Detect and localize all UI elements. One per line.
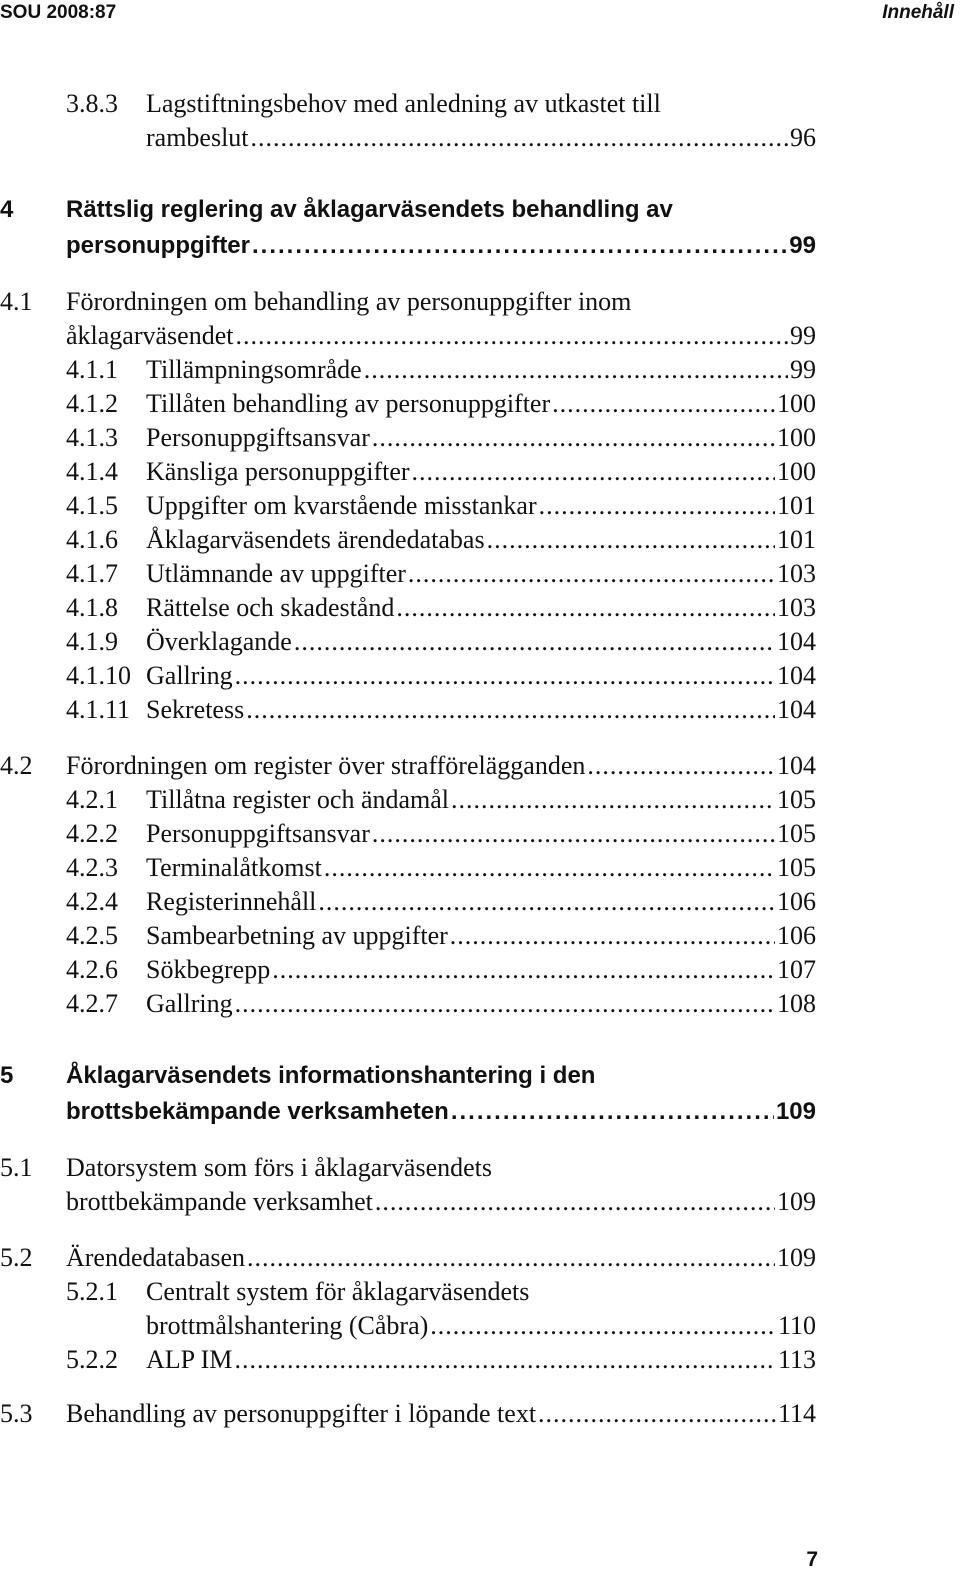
toc-number: 5.3 xyxy=(0,1399,33,1428)
running-header-left: SOU 2008:87 xyxy=(0,2,117,23)
toc-line xyxy=(146,952,816,988)
toc-entry-4-2-6[interactable] xyxy=(0,952,960,988)
toc-number: 4.1.1 xyxy=(66,355,118,384)
toc-line xyxy=(146,454,816,490)
toc-title-line2: personuppgifter xyxy=(66,232,250,259)
toc-title-line1: Förordningen om behandling av personuppgifter inom xyxy=(66,287,632,316)
toc-number: 4.2.7 xyxy=(66,989,118,1018)
toc-title-line1: Rättslig reglering av åklagarväsendets behandling av xyxy=(66,196,673,223)
dot-leader xyxy=(235,318,788,354)
toc-title: Gallring xyxy=(146,661,233,690)
toc-title: Personuppgiftsansvar xyxy=(146,819,370,848)
toc-title: Förordningen om register över strafförelägganden xyxy=(66,751,586,780)
dot-leader xyxy=(235,986,775,1022)
toc-page: 109 xyxy=(775,1098,816,1125)
toc-line xyxy=(146,884,816,920)
toc-entry-4-1-8[interactable] xyxy=(0,590,960,626)
toc-line xyxy=(146,590,816,626)
toc-title-line1: Datorsystem som förs i åklagarväsendets xyxy=(66,1153,493,1182)
toc-number: 4.2.1 xyxy=(66,785,118,814)
toc-page: 106 xyxy=(777,921,816,950)
toc-page: 104 xyxy=(777,627,816,656)
toc-line xyxy=(146,850,816,886)
toc-number: 4.2.6 xyxy=(66,955,118,984)
toc-page: 101 xyxy=(777,525,816,554)
toc-line xyxy=(66,1240,816,1276)
toc-number: 4.1 xyxy=(0,287,33,316)
toc-page: 104 xyxy=(777,751,816,780)
toc-line xyxy=(146,692,816,728)
toc-chapter-5-cont[interactable] xyxy=(0,1094,960,1130)
toc-line xyxy=(146,918,816,954)
toc-title: Personuppgiftsansvar xyxy=(146,423,370,452)
toc-entry-4-1-1[interactable] xyxy=(0,352,960,388)
dot-leader xyxy=(372,420,775,456)
toc-entry-5-2-2[interactable] xyxy=(0,1342,960,1378)
toc-entry-4-2-1[interactable] xyxy=(0,782,960,818)
toc-entry-4-1-2[interactable] xyxy=(0,386,960,422)
toc-number: 4.2.4 xyxy=(66,887,118,916)
toc-chapter-5[interactable] xyxy=(0,1058,960,1094)
toc-page: 113 xyxy=(777,1345,816,1374)
dot-leader xyxy=(235,658,775,694)
toc-section-5-3[interactable] xyxy=(0,1396,960,1432)
toc-entry-4-1-10[interactable] xyxy=(0,658,960,694)
toc-line xyxy=(146,816,816,852)
toc-page: 104 xyxy=(777,695,816,724)
toc-title: Behandling av personuppgifter i löpande text xyxy=(66,1399,537,1428)
dot-leader xyxy=(246,692,775,728)
toc-title-line2: brottbekämpande verksamhet xyxy=(66,1187,373,1216)
toc-title-line2: brottsbekämpande verksamheten xyxy=(66,1098,449,1125)
toc-line xyxy=(146,986,816,1022)
dot-leader xyxy=(451,1094,774,1130)
toc-title-line2: brottmålshantering (Cåbra) xyxy=(146,1311,429,1340)
toc-title: Överklagande xyxy=(146,627,292,656)
toc-entry-4-2-5[interactable] xyxy=(0,918,960,954)
toc-number: 5.2 xyxy=(0,1243,33,1272)
toc-number: 4 xyxy=(0,196,14,223)
toc-line xyxy=(146,120,816,156)
toc-page: 106 xyxy=(777,887,816,916)
toc-line xyxy=(146,658,816,694)
toc-title: Gallring xyxy=(146,989,233,1018)
toc-number: 4.1.7 xyxy=(66,559,118,588)
dot-leader xyxy=(450,918,775,954)
toc-title: Rättelse och skadestånd xyxy=(146,593,395,622)
toc-line xyxy=(146,624,816,660)
toc-section-4-1-cont[interactable] xyxy=(0,318,960,354)
toc-page: 99 xyxy=(790,321,816,350)
toc-title: Registerinnehåll xyxy=(146,887,317,916)
toc-page: 96 xyxy=(790,123,816,152)
dot-leader xyxy=(247,1240,775,1276)
toc-number: 4.2.2 xyxy=(66,819,118,848)
dot-leader xyxy=(251,120,788,156)
toc-number: 4.1.11 xyxy=(66,695,131,724)
toc-line xyxy=(146,522,816,558)
toc-title: Tillåtna register och ändamål xyxy=(146,785,450,814)
toc-number: 4.1.9 xyxy=(66,627,118,656)
toc-section-5-1-cont[interactable] xyxy=(0,1184,960,1220)
toc-page: 103 xyxy=(777,593,816,622)
toc-line xyxy=(146,386,816,422)
toc-title: Sekretess xyxy=(146,695,245,724)
toc-number: 4.1.3 xyxy=(66,423,118,452)
toc-page: 99 xyxy=(790,355,816,384)
toc-entry-4-2-4[interactable] xyxy=(0,884,960,920)
dot-leader xyxy=(318,884,775,920)
toc-title-line2: åklagarväsendet xyxy=(66,321,234,350)
toc-number: 4.1.6 xyxy=(66,525,118,554)
toc-line xyxy=(146,1308,816,1344)
toc-section-5-2[interactable] xyxy=(0,1240,960,1276)
toc-title: Tillämpningsområde xyxy=(146,355,362,384)
toc-number: 4.2.3 xyxy=(66,853,118,882)
toc-title: Ärendedatabasen xyxy=(66,1243,246,1272)
toc-page: 108 xyxy=(777,989,816,1018)
dot-leader xyxy=(587,748,775,784)
toc-page: 109 xyxy=(777,1243,816,1272)
dot-leader xyxy=(430,1308,776,1344)
toc-line xyxy=(146,352,816,388)
toc-title: Utlämnande av uppgifter xyxy=(146,559,406,588)
toc-number: 4.2.5 xyxy=(66,921,118,950)
toc-page: 105 xyxy=(777,853,816,882)
toc-page: 103 xyxy=(777,559,816,588)
toc-number: 3.8.3 xyxy=(66,89,118,118)
page-number: 7 xyxy=(806,1548,818,1571)
running-header-right: Innehåll xyxy=(882,2,954,23)
toc-page: 105 xyxy=(777,785,816,814)
toc-line xyxy=(66,1094,816,1130)
toc-chapter-4-cont[interactable] xyxy=(0,228,960,264)
toc-title-line1: Åklagarväsendets informationshantering i den xyxy=(66,1062,596,1089)
toc-number: 4.1.2 xyxy=(66,389,118,418)
toc-number: 5.2.1 xyxy=(66,1277,118,1306)
toc-entry-4-1-11[interactable] xyxy=(0,692,960,728)
toc-line xyxy=(146,488,816,524)
toc-page: 109 xyxy=(777,1187,816,1216)
toc-entry-4-1-6[interactable] xyxy=(0,522,960,558)
toc-title: Uppgifter om kvarstående misstankar xyxy=(146,491,537,520)
toc-entry-3-8-3[interactable] xyxy=(0,86,960,122)
toc-title-line1: Lagstiftningsbehov med anledning av utkastet till xyxy=(146,89,661,118)
toc-line xyxy=(146,782,816,818)
dot-leader xyxy=(487,522,775,558)
toc-section-4-1[interactable] xyxy=(0,284,960,320)
toc-title: Känsliga personuppgifter xyxy=(146,457,410,486)
toc-title-line1: Centralt system för åklagarväsendets xyxy=(146,1277,530,1306)
toc-number: 5.2.2 xyxy=(66,1345,118,1374)
toc-page: 107 xyxy=(777,955,816,984)
dot-leader xyxy=(538,1396,776,1432)
dot-leader xyxy=(412,454,775,490)
toc-number: 4.1.10 xyxy=(66,661,131,690)
toc-line xyxy=(146,556,816,592)
toc-number: 4.1.8 xyxy=(66,593,118,622)
toc-page: 99 xyxy=(789,232,816,259)
dot-leader xyxy=(372,816,775,852)
dot-leader xyxy=(396,590,775,626)
toc-title: Sambearbetning av uppgifter xyxy=(146,921,448,950)
toc-title-line2: rambeslut xyxy=(146,123,249,152)
dot-leader xyxy=(324,850,775,886)
toc-chapter-4[interactable] xyxy=(0,192,960,228)
toc-line xyxy=(146,1342,816,1378)
toc-page: 101 xyxy=(777,491,816,520)
toc-number: 5.1 xyxy=(0,1153,33,1182)
toc-number: 4.2 xyxy=(0,751,33,780)
toc-page: 100 xyxy=(777,423,816,452)
toc-line xyxy=(66,228,816,264)
toc-page: 104 xyxy=(777,661,816,690)
toc-line xyxy=(66,748,816,784)
toc-entry-4-2-3[interactable] xyxy=(0,850,960,886)
dot-leader xyxy=(552,386,775,422)
dot-leader xyxy=(252,228,787,264)
toc-section-4-2[interactable] xyxy=(0,748,960,784)
toc-number: 4.1.4 xyxy=(66,457,118,486)
toc-title: Sökbegrepp xyxy=(146,955,271,984)
toc-entry-4-2-7[interactable] xyxy=(0,986,960,1022)
toc-entry-4-2-2[interactable] xyxy=(0,816,960,852)
toc-page: 114 xyxy=(777,1399,816,1428)
toc-number: 4.1.5 xyxy=(66,491,118,520)
toc-number: 5 xyxy=(0,1062,14,1089)
dot-leader xyxy=(364,352,788,388)
dot-leader xyxy=(272,952,775,988)
toc-title: Tillåten behandling av personuppgifter xyxy=(146,389,551,418)
toc-title: Åklagarväsendets ärendedatabas xyxy=(146,525,485,554)
dot-leader xyxy=(539,488,775,524)
dot-leader xyxy=(408,556,775,592)
toc-entry-5-2-1[interactable] xyxy=(0,1274,960,1310)
toc-entry-3-8-3-cont[interactable] xyxy=(0,120,960,156)
toc-line xyxy=(66,1396,816,1432)
toc-page: 100 xyxy=(777,457,816,486)
dot-leader xyxy=(294,624,775,660)
dot-leader xyxy=(451,782,775,818)
toc-page: 100 xyxy=(777,389,816,418)
toc-line xyxy=(66,1184,816,1220)
toc-line xyxy=(146,420,816,456)
toc-page: 110 xyxy=(777,1311,816,1340)
toc-line xyxy=(66,318,816,354)
dot-leader xyxy=(234,1342,776,1378)
toc-entry-4-1-5[interactable] xyxy=(0,488,960,524)
dot-leader xyxy=(375,1184,775,1220)
toc-page: 105 xyxy=(777,819,816,848)
toc-title: ALP IM xyxy=(146,1345,233,1374)
toc-title: Terminalåtkomst xyxy=(146,853,322,882)
toc-entry-4-1-3[interactable] xyxy=(0,420,960,456)
toc-entry-4-1-9[interactable] xyxy=(0,624,960,660)
toc-entry-5-2-1-cont[interactable] xyxy=(0,1308,960,1344)
toc-entry-4-1-4[interactable] xyxy=(0,454,960,490)
toc-section-5-1[interactable] xyxy=(0,1150,960,1186)
toc-entry-4-1-7[interactable] xyxy=(0,556,960,592)
